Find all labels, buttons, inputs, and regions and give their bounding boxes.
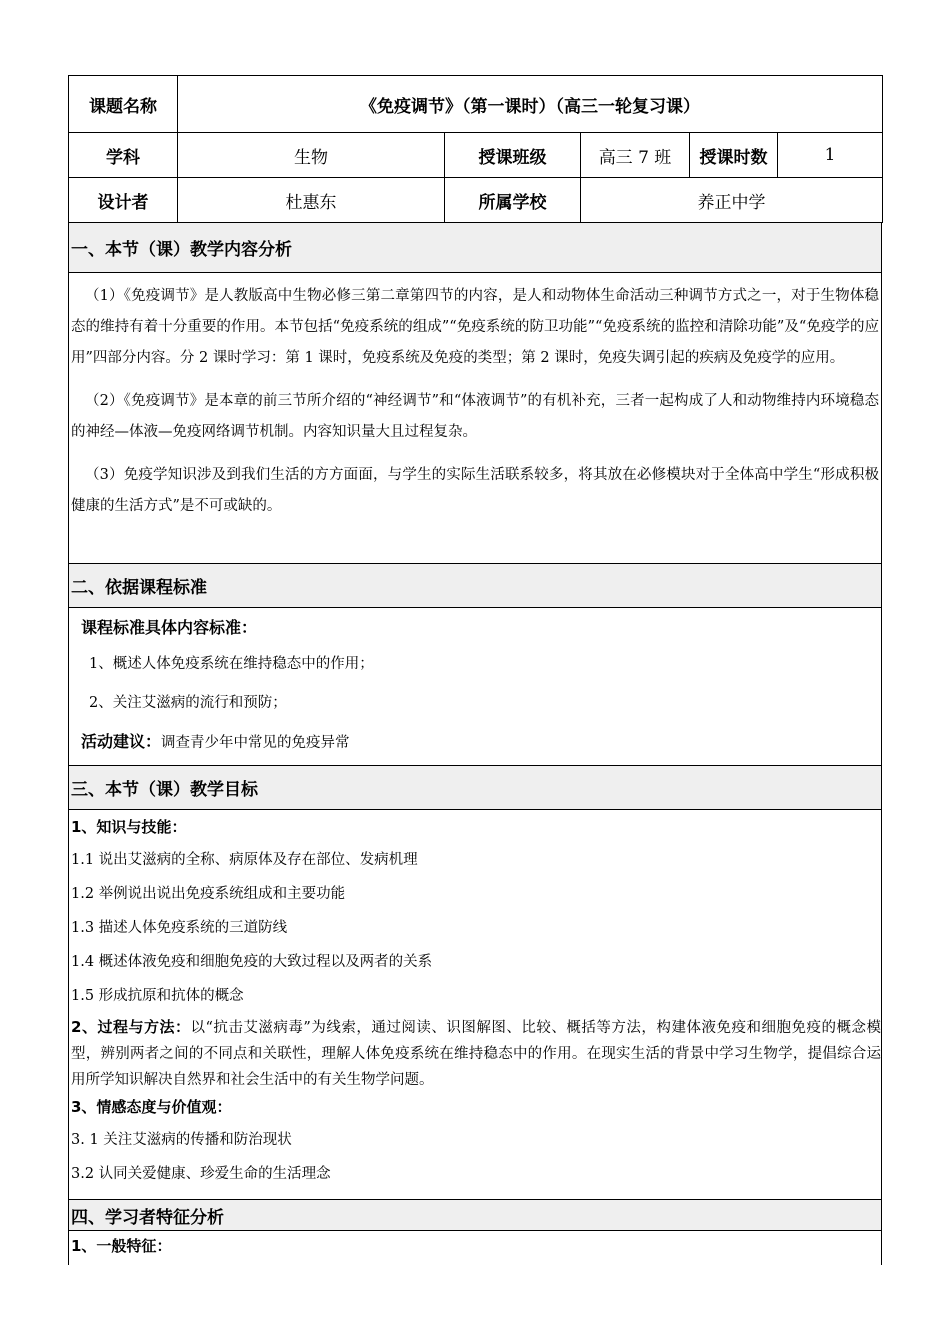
designer-row: [69, 178, 883, 223]
title-label: 课题名称: [69, 76, 178, 133]
emotion-item: 3.2 认同关爱健康、珍爱生命的生活理念: [71, 1166, 331, 1182]
standards-subheading: 课程标准具体内容标准：: [81, 618, 258, 637]
activity-text: 调查青少年中常见的免疫异常: [161, 735, 350, 751]
emotion-item: 3. 1 关注艾滋病的传播和防治现状: [71, 1132, 292, 1148]
process-label: 2、过程与方法：: [71, 1018, 191, 1036]
designer-value: 杜惠东: [178, 178, 445, 223]
process-method: [71, 1014, 881, 1093]
knowledge-heading: 1、知识与技能：: [71, 818, 187, 836]
section1-paragraph: （2）《免疫调节》是本章的前三节所介绍的“神经调节”和“体液调节”的有机补充，三者一起构成了人和动物维持内环境稳态的神经—体液—免疫网络调节机制。内容知识量大且过程复杂。: [71, 393, 879, 440]
designer-label: 设计者: [69, 178, 178, 223]
section1-heading: 一、本节（课）教学内容分析: [68, 223, 882, 273]
general-features-heading: 1、一般特征：: [71, 1237, 172, 1255]
process-text: 以“抗击艾滋病毒”为线索，通过阅读、识图解图、比较、概括等方法，构建体液免疫和细胞免疫的概念模型，辨别两者之间的不同点和关联性，理解人体免疫系统在维持稳态中的作用。在现实生活的背景中学习生物学，提倡综合运用所学知识解决自然界和社会生活中的有关生物学问题。: [71, 1020, 881, 1088]
section2-body: [68, 608, 882, 766]
subject-label: 学科: [69, 133, 178, 178]
header-table: [68, 75, 883, 223]
hours-label: 授课时数: [690, 133, 778, 178]
standard-item: 1、概述人体免疫系统在维持稳态中的作用；: [89, 656, 374, 672]
knowledge-item: 1.5 形成抗原和抗体的概念: [71, 988, 244, 1004]
knowledge-item: 1.4 概述体液免疫和细胞免疫的大致过程以及两者的关系: [71, 954, 433, 970]
lesson-plan-sheet: [68, 75, 882, 1265]
school-value: 养正中学: [581, 178, 883, 223]
section3-heading: 三、本节（课）教学目标: [68, 766, 882, 810]
knowledge-item: 1.3 描述人体免疫系统的三道防线: [71, 920, 288, 936]
subject-value: 生物: [178, 133, 445, 178]
class-label: 授课班级: [445, 133, 581, 178]
section4-body: [68, 1231, 882, 1265]
school-label: 所属学校: [445, 178, 581, 223]
activity-label: 活动建议：: [81, 732, 162, 751]
section3-body: [68, 810, 882, 1200]
knowledge-item: 1.1 说出艾滋病的全称、病原体及存在部位、发病机理: [71, 852, 418, 868]
section1-body: [68, 273, 882, 564]
hours-value: 1: [778, 133, 883, 178]
title-row: [69, 76, 883, 133]
section2-heading: 二、依据课程标准: [68, 564, 882, 608]
section1-paragraph: （1）《免疫调节》是人教版高中生物必修三第二章第四节的内容，是人和动物体生命活动三种调节方式之一，对于生物体稳态的维持有着十分重要的作用。本节包括“免疫系统的组成”“免疫系统的防卫功能”“免疫系统的监控和清除功能”及“免疫学的应用”四部分内容。分 2 课时学习：第 1 课时，免疫系统及免疫的类型；第 2 课时，免疫失调引起的疾病及免疫学的应用。: [71, 288, 879, 366]
emotion-heading: 3、情感态度与价值观：: [71, 1098, 232, 1116]
section4-heading: 四、学习者特征分析: [68, 1200, 882, 1231]
title-value: 《免疫调节》（第一课时）（高三一轮复习课）: [178, 76, 883, 133]
section1-paragraph: （3）免疫学知识涉及到我们生活的方方面面，与学生的实际生活联系较多，将其放在必修模块对于全体高中学生“形成积极健康的生活方式”是不可或缺的。: [71, 467, 879, 514]
class-value: 高三 7 班: [581, 133, 690, 178]
knowledge-item: 1.2 举例说出说出免疫系统组成和主要功能: [71, 886, 346, 902]
standard-item: 2、关注艾滋病的流行和预防；: [89, 695, 287, 711]
subject-row: [69, 133, 883, 178]
activity-suggestion: [81, 730, 881, 755]
